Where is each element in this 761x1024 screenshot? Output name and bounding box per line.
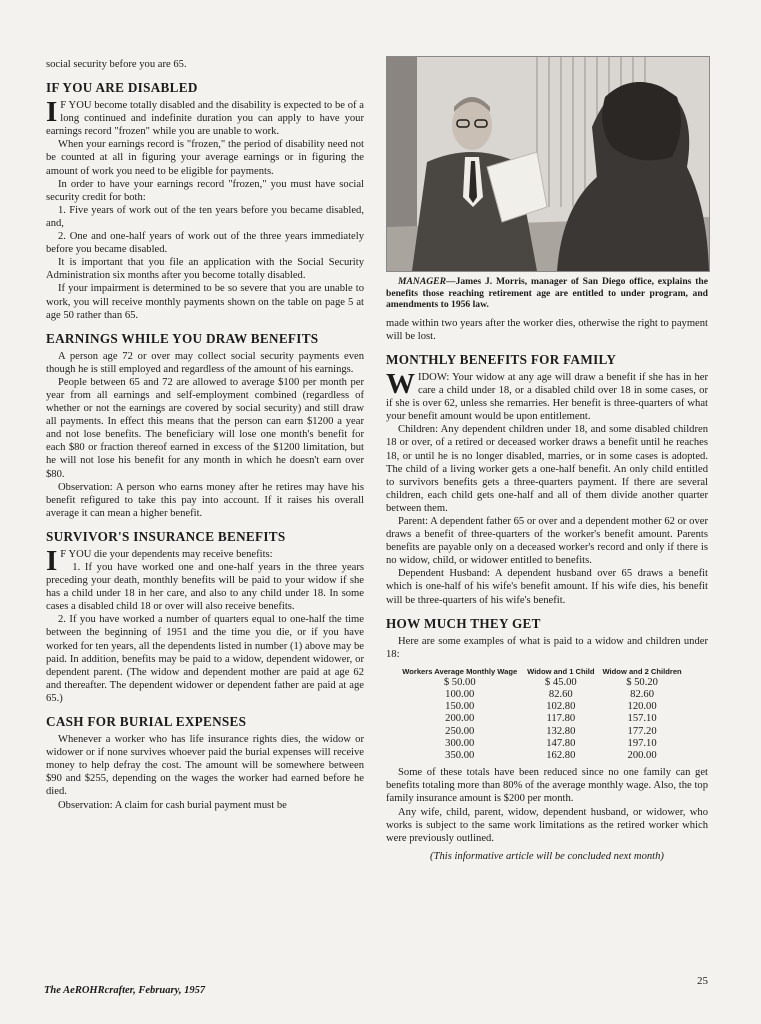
left-column: [46, 58, 364, 812]
family-paragraph-4: Dependent Husband: A dependent husband over 65 draws a benefit which is one-half of his wife's benefit amount. If his wife dies, his benefit will be three-quarters of his wife's benefit.: [386, 568, 708, 606]
earnings-paragraph-3: Observation: A person who earns money after he retires may have his benefit refigured to take this pay into account. If it raises his overall average it can mean a higher benefit.: [46, 481, 364, 519]
continued-note: (This informative article will be concluded next month): [430, 850, 664, 862]
disabled-paragraph-5: 2. One and one-half years of work out of the three years immediately before you became disabled.: [46, 231, 364, 256]
benefits-table: [396, 667, 686, 762]
table-row: [396, 701, 686, 713]
family-paragraph-1-text: IDOW: Your widow at any age will draw a benefit if she has in her care a child under 18, or a disabled child over 18 in some cases, or if she is over 62, unless she remarries. Her benefit is three-quarters of what your benefit amount would be upon entitlement.: [386, 371, 708, 423]
heading-disabled: IF YOU ARE DISABLED: [46, 80, 198, 96]
caption-text: —James J. Morris, manager of San Diego office, explains the benefits those reaching retirement age are entitled to under program, and amendments to 1956 law.: [386, 276, 708, 311]
footer-masthead: The AeROHRcrafter, February, 1957: [44, 985, 206, 996]
table-row: [396, 750, 686, 762]
table-row: [396, 738, 686, 750]
table-cell: 350.00: [445, 750, 475, 762]
table-header: Workers Average Monthly Wage: [402, 666, 518, 676]
table-cell: 82.60: [630, 689, 654, 701]
caption-lead: MANAGER: [398, 276, 446, 287]
disabled-paragraph-1: [46, 96, 364, 138]
photo-illustration: [387, 57, 709, 271]
survivor-paragraph-2: 1. If you have worked one and one-half years in the three years preceding your death, monthly benefits will be paid to your widow if she has a child under 18 in her care, and also to any child under 18. In some cases a disabled child 18 or over will also receive benefits.: [46, 562, 364, 613]
table-cell: $ 50.20: [626, 676, 658, 688]
table-cell: $ 45.00: [544, 676, 577, 688]
disabled-paragraph-1-text: F YOU become totally disabled and the disability is expected to be of a long continued and indefinite duration you can apply to have your earnings record "frozen" while you are unable to work.: [46, 100, 364, 138]
family-paragraph-3: Parent: A dependent father 65 or over and a dependent mother 62 or over draws a benefit of three-quarters of the worker's benefit amount. Parents benefits are payable only on a deceased worker's record and only if there is no widow, child, or widower entitled to benefits.: [386, 516, 708, 567]
table-cell: 147.80: [546, 737, 576, 749]
how-much-paragraph-3: Any wife, child, parent, widow, dependent husband, or widower, who works is subject to the same work limitations as the retired worker which were previously outlined.: [386, 806, 708, 844]
survivor-paragraph-3: 2. If you have worked a number of quarters equal to one-half the time between the beginning of 1951 and the time you die, or if you have worked for ten years, all the dependents listed in number (1) above may be paid. In addition, benefits may be paid to a widow, dependent widower, or dependent parent. (The widow and dependent mother are paid at age 62 and thereafter. The dependent widower or dependent father are paid at age 65.): [46, 614, 364, 704]
table-cell: $ 50.00: [443, 676, 476, 688]
table-cell: 117.80: [546, 713, 576, 725]
table-cell: 157.10: [627, 713, 657, 725]
survivor-paragraph-1: [46, 544, 364, 577]
disabled-paragraph-3: In order to have your earnings record "frozen," you must have social security credit for both:: [46, 178, 364, 203]
table-cell: 200.00: [627, 750, 657, 762]
table-header: Widow and 2 Children: [602, 666, 682, 676]
how-much-paragraph-1: Here are some examples of what is paid to a widow and children under 18:: [386, 635, 708, 660]
drop-cap: W: [386, 367, 415, 400]
survivor-paragraph-1-text: F YOU die your dependents may receive benefits:: [60, 548, 273, 560]
drop-cap: I: [46, 96, 58, 129]
burial-paragraph-1: Whenever a worker who has life insurance rights dies, the widow or widower or if none survives whoever paid the burial expenses will receive money to help defray the cost. The amount will be somewhere between $90 and $255, depending on the wages the worker had earned before he died.: [46, 734, 364, 798]
table-cell: 150.00: [445, 701, 475, 713]
table-cell: 100.00: [445, 689, 475, 701]
table-cell: 177.20: [627, 725, 657, 737]
table-cell: 300.00: [445, 737, 475, 749]
table-row: [396, 726, 686, 738]
heading-survivor: SURVIVOR'S INSURANCE BENEFITS: [46, 528, 286, 544]
table-cell: 250.00: [445, 725, 475, 737]
table-cell: 120.00: [627, 701, 657, 713]
family-paragraph-2: Children: Any dependent children under 18, and some disabled children 18 or over, of a retired or deceased worker draws a benefit until he reaches 18, or until he is no longer disabled, marries, or in some cases is adopted. The child of a living worker gets a one-half benefit. An only child entitled to survivors benefits gets a three-quarters payment. If there are several children, each child gets one-half and all of them divide another quarter between them.: [386, 424, 708, 514]
table-header: Widow and 1 Child: [527, 666, 595, 676]
table-cell: 132.80: [546, 725, 576, 737]
earnings-paragraph-1: A person age 72 or over may collect social security payments even though he is still employed and regardless of the amount of his earnings.: [46, 350, 364, 375]
table-row: [396, 677, 686, 689]
disabled-paragraph-4: 1. Five years of work out of the ten years before you became disabled, and,: [46, 204, 364, 229]
table-row: [396, 689, 686, 701]
table-cell: 197.10: [627, 737, 657, 749]
right-column: [386, 56, 708, 863]
drop-cap: I: [46, 544, 58, 577]
table-header-row: [396, 667, 686, 677]
heading-family: MONTHLY BENEFITS FOR FAMILY: [386, 351, 617, 367]
intro-text: social security before you are 65.: [46, 59, 187, 70]
burial-paragraph-2: Observation: A claim for cash burial payment must be: [58, 799, 287, 811]
heading-earnings: EARNINGS WHILE YOU DRAW BENEFITS: [46, 330, 319, 346]
disabled-paragraph-2: When your earnings record is "frozen," the period of disability need not be counted at all in figuring your average earnings or in figuring the amount of work you need to be eligible for payments.: [46, 139, 364, 177]
disabled-paragraph-7: If your impairment is determined to be so severe that you are unable to work, you will receive monthly payments shown on the table on page 5 at age 50 rather than 65.: [46, 283, 364, 321]
heading-how-much: HOW MUCH THEY GET: [386, 615, 541, 631]
disabled-paragraph-6: It is important that you file an application with the Social Security Administration six months after you become totally disabled.: [46, 257, 364, 282]
how-much-paragraph-2: Some of these totals have been reduced since no one family can get benefits totaling more than 80% of the average monthly wage. Also, the top family insurance amount is $200 per month.: [386, 767, 708, 805]
manager-photo: [386, 56, 710, 272]
table-cell: 200.00: [445, 713, 475, 725]
page-number: 25: [697, 975, 708, 987]
table-row: [396, 713, 686, 725]
table-cell: 102.80: [546, 701, 576, 713]
table-cell: 162.80: [546, 750, 576, 762]
earnings-paragraph-2: People between 65 and 72 are allowed to average $100 per month per year from all earnings and self-employment combined (regardless of whether or not the earnings are covered by social security) and still draw all payments. In effect this means that the person can earn $1200 a year and not lose benefits. The beneficiary will lose one month's benefit for each $80 or fraction thereof earned in excess of the $1200 limitation, but he will not lose his benefit for any month in which he doesn't earn over $80.: [46, 376, 364, 480]
burial-continuation: made within two years after the worker dies, otherwise the right to payment will be lost.: [386, 317, 708, 342]
heading-burial: CASH FOR BURIAL EXPENSES: [46, 714, 247, 730]
photo-caption: [386, 276, 708, 311]
table-cell: 82.60: [548, 689, 573, 701]
family-paragraph-1: [386, 367, 708, 423]
